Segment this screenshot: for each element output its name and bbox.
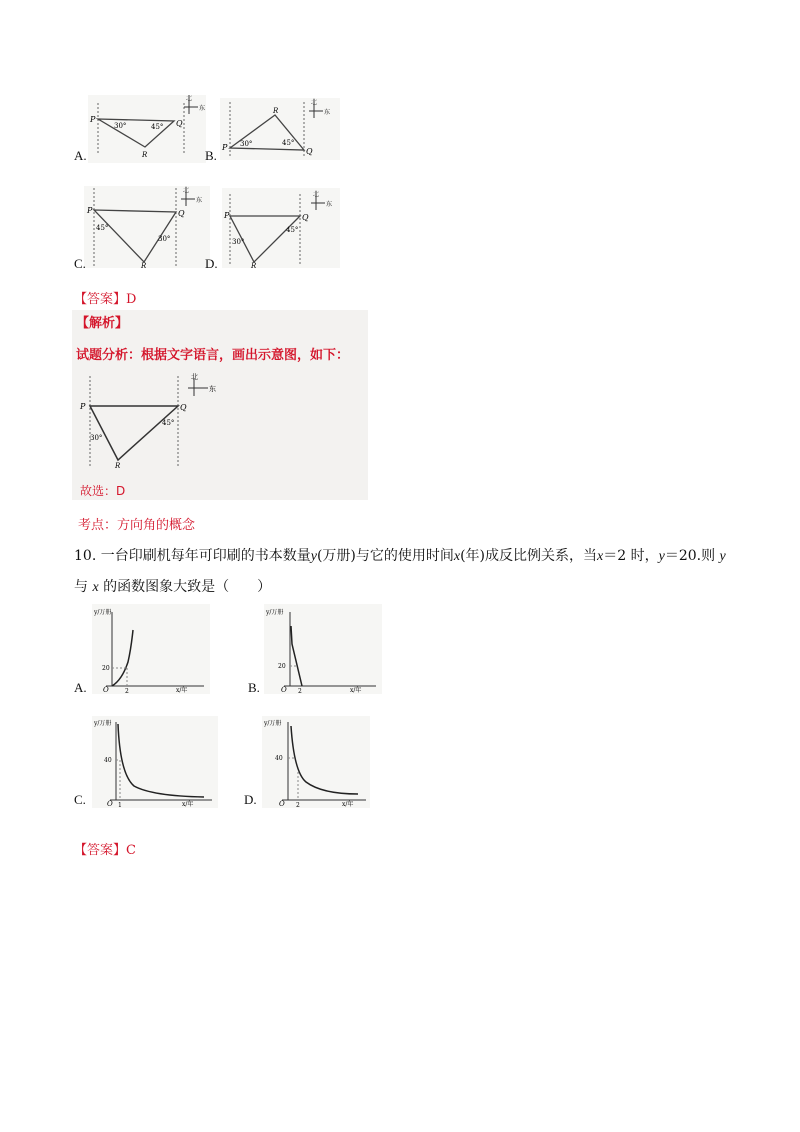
svg-text:东: 东: [196, 197, 203, 204]
graph-c-label: C.: [74, 792, 86, 807]
svg-text:O: O: [103, 686, 109, 694]
svg-text:O: O: [281, 686, 287, 694]
svg-text:x/年: x/年: [350, 687, 362, 694]
answer-line: [74, 288, 136, 307]
compass-icon: [309, 98, 330, 118]
svg-text:40: 40: [104, 757, 112, 764]
svg-text:Q: Q: [302, 213, 309, 222]
answer-tag: 【答案】: [74, 292, 127, 307]
compass-icon: [188, 372, 216, 396]
svg-text:Q: Q: [306, 147, 313, 156]
graph-c: [92, 716, 218, 808]
svg-text:30°: 30°: [158, 235, 171, 243]
svg-text:北: 北: [183, 187, 190, 194]
answer-10-value: C: [126, 843, 136, 858]
angle-p: 30°: [114, 122, 127, 130]
svg-text:45°: 45°: [162, 419, 175, 427]
compass-icon: [311, 190, 332, 210]
svg-text:20: 20: [278, 663, 286, 670]
svg-text:R: R: [251, 262, 257, 268]
option-a-label: A.: [74, 148, 87, 163]
option-d-figure: [222, 188, 340, 268]
svg-text:北: 北: [191, 373, 198, 381]
analysis-block: [72, 310, 368, 500]
svg-text:x/年: x/年: [176, 687, 188, 694]
svg-text:x/年: x/年: [342, 801, 354, 808]
option-b-figure: [220, 98, 340, 160]
angle-q: 45°: [151, 123, 164, 131]
svg-text:东: 东: [326, 201, 333, 208]
answer-10-line: 【答案】C: [74, 843, 136, 858]
option-a-figure: [88, 95, 206, 163]
svg-text:y/万册: y/万册: [94, 720, 112, 727]
point-r: R: [142, 151, 148, 159]
svg-text:O: O: [279, 800, 285, 808]
svg-text:P: P: [222, 143, 228, 152]
svg-text:45°: 45°: [96, 224, 109, 232]
compass-icon: [181, 186, 202, 206]
point-p: P: [90, 115, 96, 124]
svg-text:R: R: [141, 262, 147, 268]
svg-text:P: P: [87, 206, 93, 215]
analysis-tag: 【解析】: [76, 316, 129, 331]
analysis-figure: [78, 372, 218, 468]
svg-text:x/年: x/年: [182, 801, 194, 808]
svg-text:30°: 30°: [90, 434, 103, 442]
question-10-line2: 与 x 的函数图象大致是（ ）: [74, 579, 272, 595]
answer-value: D: [126, 292, 137, 307]
graph-a: [92, 604, 210, 694]
kaodian: 考点：方向角的概念: [78, 518, 196, 533]
graph-b-label: B.: [248, 680, 260, 695]
svg-text:2: 2: [125, 688, 129, 694]
svg-text:45°: 45°: [282, 139, 295, 147]
graph-d-label: D.: [244, 792, 257, 807]
svg-text:Q: Q: [180, 403, 187, 412]
analysis-text: 试题分析：根据文字语言，画出示意图，如下：: [76, 348, 350, 363]
question-10-line1: 10. 一台印刷机每年可印刷的书本数量y(万册)与它的使用时间x(年)成反比例关系，当x＝2 时，y＝20.则 y: [74, 548, 726, 564]
svg-text:y/万册: y/万册: [94, 609, 112, 616]
svg-text:P: P: [224, 211, 230, 220]
svg-text:y/万册: y/万册: [264, 720, 282, 727]
option-d-label: D.: [205, 256, 218, 271]
svg-text:1: 1: [118, 802, 122, 808]
point-q: Q: [176, 119, 183, 128]
graph-d: [262, 716, 370, 808]
svg-text:北: 北: [311, 99, 318, 106]
svg-text:30°: 30°: [232, 238, 245, 246]
svg-text:P: P: [80, 402, 86, 411]
graph-a-label: A.: [74, 680, 87, 695]
svg-text:30°: 30°: [240, 140, 253, 148]
graph-b: [264, 604, 382, 694]
svg-text:2: 2: [298, 688, 302, 694]
svg-text:40: 40: [275, 755, 283, 762]
svg-text:45°: 45°: [286, 226, 299, 234]
option-c-label: C.: [74, 256, 86, 271]
svg-text:2: 2: [296, 802, 300, 808]
conclusion: 故选：D: [80, 484, 126, 498]
svg-text:R: R: [273, 107, 279, 115]
svg-text:北: 北: [186, 95, 193, 102]
svg-text:O: O: [107, 800, 113, 808]
svg-text:东: 东: [199, 105, 206, 112]
svg-text:y/万册: y/万册: [266, 609, 284, 616]
svg-text:20: 20: [102, 665, 110, 672]
option-c-figure: [84, 186, 210, 268]
svg-text:R: R: [115, 462, 121, 468]
svg-text:东: 东: [209, 385, 216, 393]
svg-text:东: 东: [324, 109, 331, 116]
option-b-label: B.: [205, 148, 217, 163]
svg-text:Q: Q: [178, 209, 185, 218]
svg-text:北: 北: [313, 191, 320, 198]
compass-icon: [184, 95, 205, 114]
